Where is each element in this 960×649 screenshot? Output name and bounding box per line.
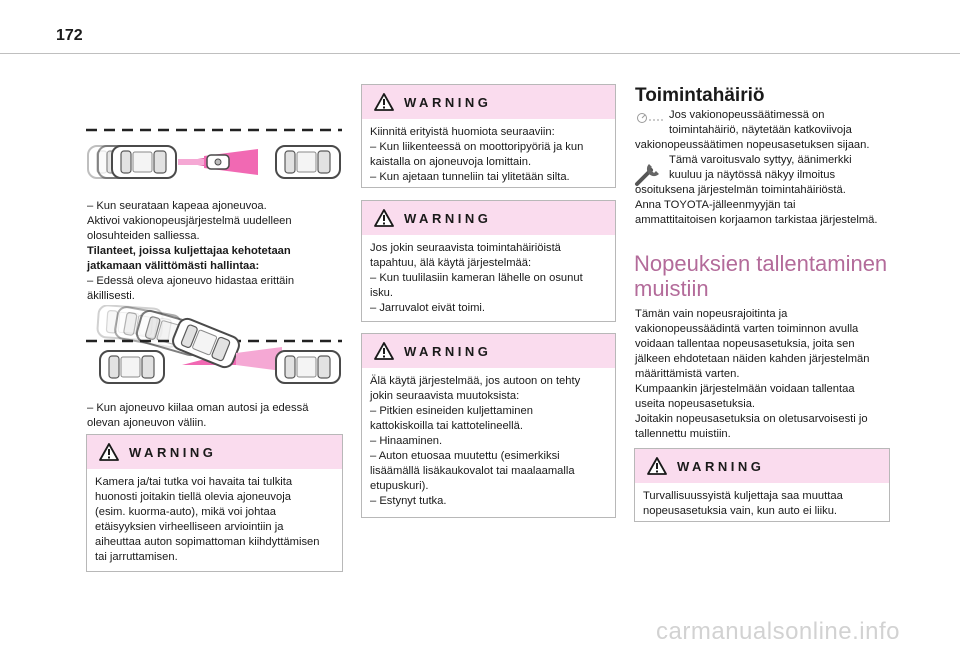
- section-heading-speed-memory: [634, 251, 887, 301]
- warning-text: – Hinaaminen.: [370, 435, 443, 447]
- text-line: Kumpaankin järjestelmään voidaan tallentaa: [635, 383, 855, 395]
- warning-triangle-icon: [99, 443, 119, 462]
- text-line-bold: jatkamaan välittömästi hallintaa:: [87, 260, 260, 272]
- warning-text: jokin seuraavista muutoksista:: [370, 390, 520, 402]
- warning-text: – Auton etuosaa muutettu (esimerkiksi: [370, 450, 560, 462]
- text-line: Joitakin nopeusasetuksia on oletusarvoisesti jo: [635, 413, 868, 425]
- warning-text: huonosti joitakin tiellä olevia ajoneuvoja: [95, 491, 291, 503]
- warning-text: Kiinnitä erityistä huomiota seuraaviin:: [370, 126, 555, 138]
- text-line: olevan ajoneuvon väliin.: [87, 417, 207, 429]
- warning-text: – Kun liikenteessä on moottoripyöriä ja kun: [370, 141, 584, 153]
- watermark: carmanualsonline.info: [656, 618, 900, 645]
- text-line: vakionopeussäätimen nopeusasetuksen sijaan.: [635, 139, 870, 151]
- text-line: – Kun seurataan kapeaa ajoneuvoa.: [87, 200, 267, 212]
- warning-text: Turvallisuussyistä kuljettaja saa muuttaa: [643, 490, 843, 502]
- warning-triangle-icon: [374, 93, 394, 112]
- warning-text: – Kun tuulilasiin kameran lähelle on osunut: [370, 272, 583, 284]
- warning-header: [87, 435, 342, 469]
- warning-header: [635, 449, 889, 483]
- text-line: toimintahäiriö, näytetään katkoviivoja: [669, 124, 852, 136]
- warning-box-left: [86, 434, 343, 572]
- text-line: Tämän vain nopeusrajoitinta ja: [635, 308, 788, 320]
- header-divider: [0, 53, 960, 54]
- warning-text: – Estynyt tutka.: [370, 495, 447, 507]
- warning-text: isku.: [370, 287, 394, 299]
- warning-header: [362, 334, 615, 368]
- warning-text: – Kun ajetaan tunneliin tai ylitetään silta.: [370, 171, 570, 183]
- text-line: – Edessä oleva ajoneuvo hidastaa erittäin: [87, 275, 295, 287]
- text-line: Aktivoi vakionopeusjärjestelmä uudelleen: [87, 215, 292, 227]
- warning-triangle-icon: [647, 457, 667, 476]
- text-line: – Kun ajoneuvo kiilaa oman autosi ja edessä: [87, 402, 309, 414]
- warning-text: lisäämällä lisäkaukovalot tai maalaamalla: [370, 465, 575, 477]
- warning-title: WARNING: [129, 444, 217, 460]
- heading-line: muistiin: [634, 276, 709, 301]
- warning-header: [362, 85, 615, 119]
- heading-line: Nopeuksien tallentaminen: [634, 251, 888, 276]
- warning-text: etupuskuri).: [370, 480, 429, 492]
- warning-title: WARNING: [404, 210, 492, 226]
- text-line: määrittämistä varten.: [635, 368, 740, 380]
- warning-text: Älä käytä järjestelmää, jos autoon on tehty: [370, 375, 581, 387]
- text-line: jälkeen ehdotetaan näiden kahden järjestelmän: [635, 353, 870, 365]
- warning-text: tai jarruttamisen.: [95, 551, 178, 563]
- motorcycle-icon: [207, 155, 229, 169]
- warning-title: WARNING: [677, 458, 765, 474]
- text-line: useita nopeusasetuksia.: [635, 398, 756, 410]
- text-line: Tämä varoitusvalo syttyy, äänimerkki: [669, 154, 852, 166]
- warning-box-middle-3: [361, 333, 616, 518]
- warning-text: – Jarruvalot eivät toimi.: [370, 302, 486, 314]
- text-line-bold: Tilanteet, joissa kuljettajaa kehotetaan: [87, 245, 291, 257]
- text-line: ammattitaitoisen korjaamon tarkistaa järjestelmä.: [635, 214, 878, 226]
- warning-text: Jos jokin seuraavista toimintahäiriöistä: [370, 242, 561, 254]
- text-line: tallennettu muistiin.: [635, 428, 731, 440]
- illustration-cut-in: [86, 305, 342, 387]
- text-line: Anna TOYOTA-jälleenmyyjän tai: [635, 199, 796, 211]
- text-line: Jos vakionopeussäätimessä on: [669, 109, 825, 121]
- illustration-narrow-vehicle: [86, 122, 342, 194]
- section-heading-malfunction: Toimintahäiriö: [635, 85, 765, 106]
- warning-title: WARNING: [404, 94, 492, 110]
- text-line: kuuluu ja näytössä näkyy ilmoitus: [669, 169, 836, 181]
- warning-text: kaistalla on ajoneuvoja lomittain.: [370, 156, 532, 168]
- warning-text: – Pitkien esineiden kuljettaminen: [370, 405, 533, 417]
- warning-text: kattokiskoilla tai kattotelineellä.: [370, 420, 523, 432]
- text-line: vakionopeussäädintä varten toiminnon avulla: [635, 323, 859, 335]
- warning-text: nopeusasetuksia vain, kun auto ei liiku.: [643, 505, 838, 517]
- text-line: osoituksena järjestelmän toimintahäiriöstä.: [635, 184, 846, 196]
- text-line: voidaan tallentaa nopeusasetuksia, joita sen: [635, 338, 855, 350]
- warning-triangle-icon: [374, 342, 394, 361]
- warning-header: [362, 201, 615, 235]
- text-line: äkillisesti.: [87, 290, 135, 302]
- page-number: 172: [56, 27, 83, 44]
- text-line: olosuhteiden salliessa.: [87, 230, 200, 242]
- warning-text: Kamera ja/tai tutka voi havaita tai tulkita: [95, 476, 293, 488]
- warning-text: (esim. kuorma-auto), mikä voi johtaa: [95, 506, 276, 518]
- warning-text: tapahtuu, älä käytä järjestelmää:: [370, 257, 532, 269]
- warning-title: WARNING: [404, 343, 492, 359]
- warning-box-middle-1: [361, 84, 616, 188]
- warning-text: etäisyyksien virheelliseen arviointiin ja: [95, 521, 284, 533]
- warning-box-right: [634, 448, 890, 522]
- warning-box-middle-2: [361, 200, 616, 322]
- warning-text: aiheuttaa auton sopimattoman kiihdyttämisen: [95, 536, 320, 548]
- warning-triangle-icon: [374, 209, 394, 228]
